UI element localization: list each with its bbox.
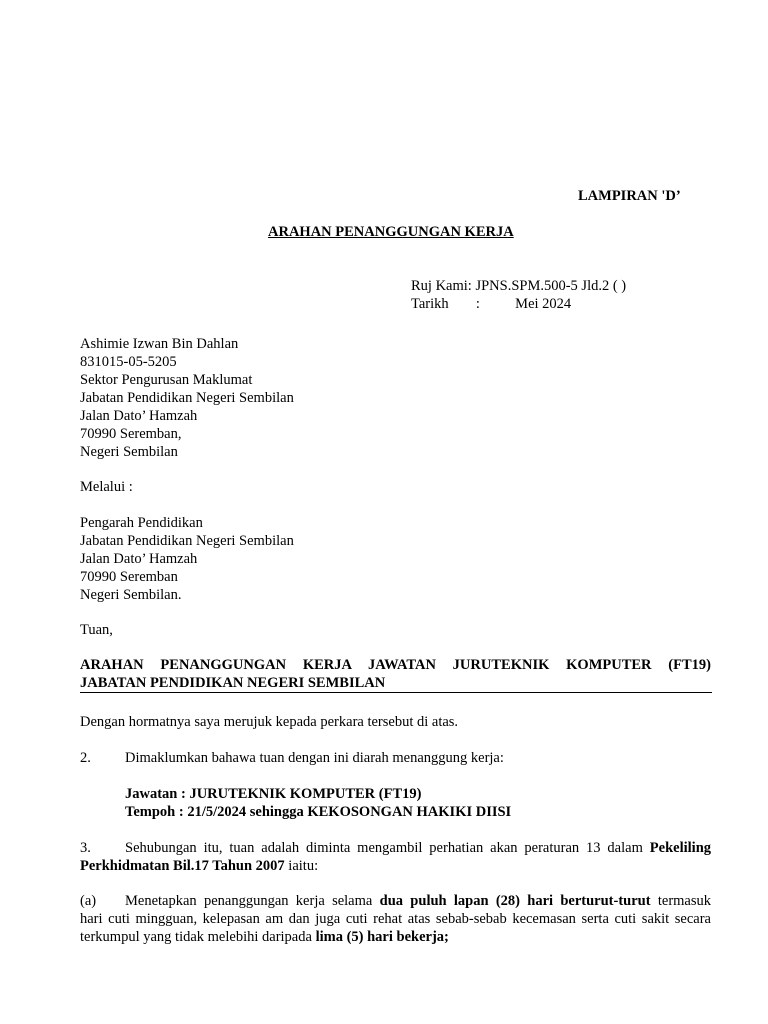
item-a-line-2: hari cuti mingguan, kelepasan am dan juga cuti rehat atas sebab-sebab kecemasan serta cuti sakit secara xyxy=(80,911,711,927)
subject-line-1: ARAHAN PENANGGUNGAN KERJA JAWATAN JURUTEKNIK KOMPUTER (FT19) xyxy=(80,657,711,673)
recipient-ic-number: 831015-05-5205 xyxy=(80,354,177,370)
paragraph-3-text-1: Sehubungan itu, tuan adalah diminta mengambil perhatian akan peraturan 13 dalam xyxy=(125,840,643,856)
recipient-name: Ashimie Izwan Bin Dahlan xyxy=(80,336,239,352)
position-label: Jawatan : xyxy=(125,786,186,802)
annex-label: LAMPIRAN 'D’ xyxy=(578,188,681,204)
recipient-city: 70990 Seremban, xyxy=(80,426,182,442)
salutation: Tuan, xyxy=(80,622,113,638)
paragraph-3 xyxy=(80,839,711,875)
paragraph-3-number: 3. xyxy=(80,840,91,856)
recipient-address xyxy=(80,335,294,461)
via-city: 70990 Seremban xyxy=(80,569,178,585)
recipient-sector: Sektor Pengurusan Maklumat xyxy=(80,372,253,388)
period-value: 21/5/2024 sehingga KEKOSONGAN HAKIKI DIISI xyxy=(187,804,512,820)
item-a xyxy=(80,892,711,946)
via-address xyxy=(80,514,294,604)
subject-underline xyxy=(80,692,712,693)
date-separator: : xyxy=(475,296,480,312)
via-department: Jabatan Pendidikan Negeri Sembilan xyxy=(80,533,294,549)
paragraph-2-number: 2. xyxy=(80,750,91,766)
via-title: Pengarah Pendidikan xyxy=(80,515,203,531)
subject xyxy=(80,656,711,692)
item-a-duration: dua puluh lapan (28) hari berturut-turut xyxy=(379,893,651,909)
item-a-number: (a) xyxy=(80,893,97,909)
via-label: Melalui : xyxy=(80,479,133,495)
paragraph-3-text-2: iaitu: xyxy=(288,858,319,874)
document-title: ARAHAN PENANGGUNGAN KERJA xyxy=(268,224,514,240)
reference-line xyxy=(411,277,626,295)
period-line xyxy=(125,803,511,821)
item-a-text-3: terkumpul yang tidak melebihi daripada xyxy=(80,929,312,945)
date-line xyxy=(411,295,571,313)
via-state: Negeri Sembilan. xyxy=(80,587,182,603)
position-line xyxy=(125,785,421,803)
date-label: Tarikh xyxy=(411,296,449,312)
date-value: Mei 2024 xyxy=(515,296,572,312)
reference-label: Ruj Kami: xyxy=(411,278,472,294)
via-street: Jalan Dato’ Hamzah xyxy=(80,551,198,567)
item-a-text-1: Menetapkan penanggungan kerja selama xyxy=(125,893,373,909)
paragraph-1: Dengan hormatnya saya merujuk kepada perkara tersebut di atas. xyxy=(80,714,459,730)
position-value: JURUTEKNIK KOMPUTER (FT19) xyxy=(189,786,422,802)
recipient-street: Jalan Dato’ Hamzah xyxy=(80,408,198,424)
recipient-department: Jabatan Pendidikan Negeri Sembilan xyxy=(80,390,294,406)
paragraph-2 xyxy=(80,749,504,767)
subject-line-2: JABATAN PENDIDIKAN NEGERI SEMBILAN xyxy=(80,675,386,691)
period-label: Tempoh : xyxy=(125,804,184,820)
circular-reference-part-2: Perkhidmatan Bil.17 Tahun 2007 xyxy=(80,858,285,874)
paragraph-2-text: Dimaklumkan bahawa tuan dengan ini diarah menanggung kerja: xyxy=(125,750,504,766)
recipient-state: Negeri Sembilan xyxy=(80,444,178,460)
item-a-limit: lima (5) hari bekerja; xyxy=(315,929,449,945)
item-a-text-2: termasuk xyxy=(657,893,712,909)
circular-reference-part-1: Pekeliling xyxy=(649,840,712,856)
reference-value: JPNS.SPM.500-5 Jld.2 ( ) xyxy=(475,278,627,294)
